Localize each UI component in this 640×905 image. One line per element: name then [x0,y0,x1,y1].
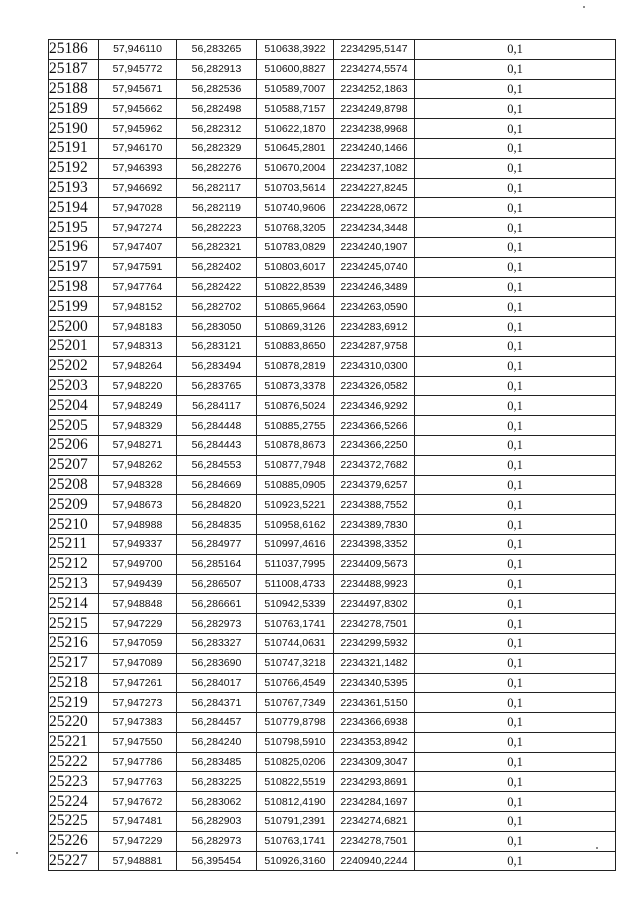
accuracy-cell: 0,1 [415,79,616,99]
y-coordinate-cell: 2234409,5673 [334,554,415,574]
longitude-cell: 56,284669 [177,475,257,495]
point-number-cell: 25209 [49,495,99,515]
latitude-cell: 57,947261 [99,673,177,693]
table-row [49,455,616,475]
table-row [49,138,616,158]
longitude-cell: 56,284371 [177,693,257,713]
y-coordinate-cell: 2234488,9923 [334,574,415,594]
table-row [49,713,616,733]
accuracy-cell: 0,1 [415,257,616,277]
table-row [49,396,616,416]
x-coordinate-cell: 510600,8827 [257,59,334,79]
table-row [49,594,616,614]
table-row [49,772,616,792]
x-coordinate-cell: 510763,1741 [257,831,334,851]
point-number-cell: 25202 [49,356,99,376]
y-coordinate-cell: 2234497,8302 [334,594,415,614]
latitude-cell: 57,947672 [99,792,177,812]
x-coordinate-cell: 510825,0206 [257,752,334,772]
latitude-cell: 57,948313 [99,336,177,356]
longitude-cell: 56,282223 [177,218,257,238]
latitude-cell: 57,947407 [99,237,177,257]
accuracy-cell: 0,1 [415,158,616,178]
longitude-cell: 56,282276 [177,158,257,178]
accuracy-cell: 0,1 [415,237,616,257]
y-coordinate-cell: 2234398,3352 [334,534,415,554]
longitude-cell: 56,282119 [177,198,257,218]
longitude-cell: 56,286507 [177,574,257,594]
y-coordinate-cell: 2234240,1907 [334,237,415,257]
x-coordinate-cell: 510923,5221 [257,495,334,515]
longitude-cell: 56,282321 [177,237,257,257]
y-coordinate-cell: 2234278,7501 [334,831,415,851]
y-coordinate-cell: 2234295,5147 [334,40,415,60]
latitude-cell: 57,947229 [99,614,177,634]
latitude-cell: 57,948271 [99,435,177,455]
table-row [49,851,616,871]
x-coordinate-cell: 510878,2819 [257,356,334,376]
x-coordinate-cell: 510589,7007 [257,79,334,99]
longitude-cell: 56,282913 [177,59,257,79]
latitude-cell: 57,946393 [99,158,177,178]
accuracy-cell: 0,1 [415,594,616,614]
latitude-cell: 57,948848 [99,594,177,614]
x-coordinate-cell: 510798,5910 [257,732,334,752]
table-row [49,237,616,257]
latitude-cell: 57,948329 [99,416,177,436]
point-number-cell: 25208 [49,475,99,495]
table-row [49,198,616,218]
y-coordinate-cell: 2234340,5395 [334,673,415,693]
latitude-cell: 57,948262 [99,455,177,475]
longitude-cell: 56,284835 [177,515,257,535]
y-coordinate-cell: 2234245,0740 [334,257,415,277]
y-coordinate-cell: 2234287,9758 [334,336,415,356]
point-number-cell: 25194 [49,198,99,218]
table-row [49,336,616,356]
table-row [49,317,616,337]
x-coordinate-cell: 510783,0829 [257,237,334,257]
point-number-cell: 25197 [49,257,99,277]
table-row [49,178,616,198]
longitude-cell: 56,283765 [177,376,257,396]
latitude-cell: 57,946170 [99,138,177,158]
longitude-cell: 56,284117 [177,396,257,416]
x-coordinate-cell: 510747,3218 [257,653,334,673]
latitude-cell: 57,949700 [99,554,177,574]
latitude-cell: 57,947481 [99,812,177,832]
x-coordinate-cell: 511008,4733 [257,574,334,594]
accuracy-cell: 0,1 [415,455,616,475]
longitude-cell: 56,282329 [177,138,257,158]
table-row [49,376,616,396]
latitude-cell: 57,947764 [99,277,177,297]
latitude-cell: 57,948152 [99,297,177,317]
x-coordinate-cell: 510822,8539 [257,277,334,297]
y-coordinate-cell: 2234389,7830 [334,515,415,535]
accuracy-cell: 0,1 [415,198,616,218]
latitude-cell: 57,948264 [99,356,177,376]
point-number-cell: 25200 [49,317,99,337]
accuracy-cell: 0,1 [415,772,616,792]
latitude-cell: 57,948220 [99,376,177,396]
longitude-cell: 56,282498 [177,99,257,119]
y-coordinate-cell: 2234240,1466 [334,138,415,158]
accuracy-cell: 0,1 [415,673,616,693]
longitude-cell: 56,282536 [177,79,257,99]
table-row [49,515,616,535]
longitude-cell: 56,283225 [177,772,257,792]
table-row [49,812,616,832]
table-row [49,574,616,594]
y-coordinate-cell: 2234234,3448 [334,218,415,238]
x-coordinate-cell: 510670,2004 [257,158,334,178]
latitude-cell: 57,948988 [99,515,177,535]
longitude-cell: 56,283121 [177,336,257,356]
accuracy-cell: 0,1 [415,376,616,396]
accuracy-cell: 0,1 [415,475,616,495]
y-coordinate-cell: 2234346,9292 [334,396,415,416]
x-coordinate-cell: 510645,2801 [257,138,334,158]
y-coordinate-cell: 2234246,3489 [334,277,415,297]
y-coordinate-cell: 2234227,8245 [334,178,415,198]
accuracy-cell: 0,1 [415,435,616,455]
y-coordinate-cell: 2234252,1863 [334,79,415,99]
longitude-cell: 56,283485 [177,752,257,772]
x-coordinate-cell: 510958,6162 [257,515,334,535]
latitude-cell: 57,949439 [99,574,177,594]
y-coordinate-cell: 2234283,6912 [334,317,415,337]
point-number-cell: 25198 [49,277,99,297]
accuracy-cell: 0,1 [415,218,616,238]
point-number-cell: 25211 [49,534,99,554]
point-number-cell: 25217 [49,653,99,673]
accuracy-cell: 0,1 [415,515,616,535]
accuracy-cell: 0,1 [415,495,616,515]
y-coordinate-cell: 2234321,1482 [334,653,415,673]
point-number-cell: 25210 [49,515,99,535]
longitude-cell: 56,284820 [177,495,257,515]
point-number-cell: 25207 [49,455,99,475]
point-number-cell: 25225 [49,812,99,832]
point-number-cell: 25206 [49,435,99,455]
y-coordinate-cell: 2234361,5150 [334,693,415,713]
longitude-cell: 56,283494 [177,356,257,376]
table-row [49,495,616,515]
latitude-cell: 57,948673 [99,495,177,515]
point-number-cell: 25192 [49,158,99,178]
table-row [49,831,616,851]
x-coordinate-cell: 510588,7157 [257,99,334,119]
longitude-cell: 56,283690 [177,653,257,673]
table-row [49,356,616,376]
accuracy-cell: 0,1 [415,138,616,158]
x-coordinate-cell: 510926,3160 [257,851,334,871]
point-number-cell: 25220 [49,713,99,733]
latitude-cell: 57,945772 [99,59,177,79]
longitude-cell: 56,284240 [177,732,257,752]
table-row [49,475,616,495]
y-coordinate-cell: 2240940,2244 [334,851,415,871]
point-number-cell: 25191 [49,138,99,158]
longitude-cell: 56,283062 [177,792,257,812]
x-coordinate-cell: 510740,9606 [257,198,334,218]
accuracy-cell: 0,1 [415,732,616,752]
x-coordinate-cell: 510865,9664 [257,297,334,317]
accuracy-cell: 0,1 [415,178,616,198]
table-row [49,673,616,693]
latitude-cell: 57,947763 [99,772,177,792]
longitude-cell: 56,284443 [177,435,257,455]
latitude-cell: 57,947089 [99,653,177,673]
longitude-cell: 56,282903 [177,812,257,832]
y-coordinate-cell: 2234326,0582 [334,376,415,396]
x-coordinate-cell: 510883,8650 [257,336,334,356]
longitude-cell: 56,282117 [177,178,257,198]
latitude-cell: 57,947059 [99,633,177,653]
point-number-cell: 25186 [49,40,99,60]
latitude-cell: 57,946692 [99,178,177,198]
accuracy-cell: 0,1 [415,416,616,436]
point-number-cell: 25222 [49,752,99,772]
point-number-cell: 25187 [49,59,99,79]
table-row [49,693,616,713]
longitude-cell: 56,282402 [177,257,257,277]
latitude-cell: 57,945662 [99,99,177,119]
x-coordinate-cell: 510779,8798 [257,713,334,733]
latitude-cell: 57,947591 [99,257,177,277]
table-row [49,218,616,238]
point-number-cell: 25190 [49,119,99,139]
x-coordinate-cell: 510885,2755 [257,416,334,436]
y-coordinate-cell: 2234274,6821 [334,812,415,832]
point-number-cell: 25224 [49,792,99,812]
point-number-cell: 25215 [49,614,99,634]
table-row [49,158,616,178]
x-coordinate-cell: 510638,3922 [257,40,334,60]
latitude-cell: 57,947028 [99,198,177,218]
accuracy-cell: 0,1 [415,851,616,871]
y-coordinate-cell: 2234379,6257 [334,475,415,495]
accuracy-cell: 0,1 [415,336,616,356]
latitude-cell: 57,947550 [99,732,177,752]
point-number-cell: 25199 [49,297,99,317]
latitude-cell: 57,949337 [99,534,177,554]
x-coordinate-cell: 510869,3126 [257,317,334,337]
longitude-cell: 56,286661 [177,594,257,614]
x-coordinate-cell: 510703,5614 [257,178,334,198]
x-coordinate-cell: 510768,3205 [257,218,334,238]
x-coordinate-cell: 510791,2391 [257,812,334,832]
accuracy-cell: 0,1 [415,614,616,634]
table-row [49,40,616,60]
accuracy-cell: 0,1 [415,792,616,812]
point-number-cell: 25196 [49,237,99,257]
y-coordinate-cell: 2234278,7501 [334,614,415,634]
table-row [49,732,616,752]
y-coordinate-cell: 2234366,6938 [334,713,415,733]
accuracy-cell: 0,1 [415,693,616,713]
table-row [49,59,616,79]
x-coordinate-cell: 510766,4549 [257,673,334,693]
point-number-cell: 25213 [49,574,99,594]
coordinates-table-body [49,40,616,871]
table-row [49,534,616,554]
accuracy-cell: 0,1 [415,653,616,673]
point-number-cell: 25214 [49,594,99,614]
x-coordinate-cell: 510878,8673 [257,435,334,455]
longitude-cell: 56,395454 [177,851,257,871]
longitude-cell: 56,284448 [177,416,257,436]
accuracy-cell: 0,1 [415,752,616,772]
table-row [49,99,616,119]
longitude-cell: 56,282973 [177,614,257,634]
longitude-cell: 56,284457 [177,713,257,733]
accuracy-cell: 0,1 [415,396,616,416]
accuracy-cell: 0,1 [415,356,616,376]
x-coordinate-cell: 510622,1870 [257,119,334,139]
accuracy-cell: 0,1 [415,574,616,594]
point-number-cell: 25204 [49,396,99,416]
y-coordinate-cell: 2234309,3047 [334,752,415,772]
accuracy-cell: 0,1 [415,99,616,119]
longitude-cell: 56,283265 [177,40,257,60]
longitude-cell: 56,284017 [177,673,257,693]
y-coordinate-cell: 2234249,8798 [334,99,415,119]
y-coordinate-cell: 2234293,8691 [334,772,415,792]
table-row [49,416,616,436]
point-number-cell: 25223 [49,772,99,792]
x-coordinate-cell: 510942,5339 [257,594,334,614]
table-row [49,79,616,99]
table-row [49,257,616,277]
latitude-cell: 57,948328 [99,475,177,495]
table-row [49,633,616,653]
accuracy-cell: 0,1 [415,297,616,317]
x-coordinate-cell: 510876,5024 [257,396,334,416]
y-coordinate-cell: 2234228,0672 [334,198,415,218]
longitude-cell: 56,282312 [177,119,257,139]
y-coordinate-cell: 2234372,7682 [334,455,415,475]
y-coordinate-cell: 2234353,8942 [334,732,415,752]
x-coordinate-cell: 510812,4190 [257,792,334,812]
latitude-cell: 57,947274 [99,218,177,238]
longitude-cell: 56,284977 [177,534,257,554]
latitude-cell: 57,947273 [99,693,177,713]
x-coordinate-cell: 510885,0905 [257,475,334,495]
longitude-cell: 56,284553 [177,455,257,475]
accuracy-cell: 0,1 [415,831,616,851]
y-coordinate-cell: 2234366,2250 [334,435,415,455]
longitude-cell: 56,283050 [177,317,257,337]
point-number-cell: 25226 [49,831,99,851]
point-number-cell: 25227 [49,851,99,871]
table-row [49,792,616,812]
point-number-cell: 25219 [49,693,99,713]
accuracy-cell: 0,1 [415,317,616,337]
point-number-cell: 25205 [49,416,99,436]
x-coordinate-cell: 511037,7995 [257,554,334,574]
point-number-cell: 25195 [49,218,99,238]
x-coordinate-cell: 510822,5519 [257,772,334,792]
accuracy-cell: 0,1 [415,40,616,60]
longitude-cell: 56,282702 [177,297,257,317]
table-row [49,752,616,772]
x-coordinate-cell: 510873,3378 [257,376,334,396]
longitude-cell: 56,282422 [177,277,257,297]
x-coordinate-cell: 510877,7948 [257,455,334,475]
latitude-cell: 57,948183 [99,317,177,337]
point-number-cell: 25216 [49,633,99,653]
latitude-cell: 57,948881 [99,851,177,871]
latitude-cell: 57,947383 [99,713,177,733]
accuracy-cell: 0,1 [415,534,616,554]
table-row [49,554,616,574]
accuracy-cell: 0,1 [415,119,616,139]
latitude-cell: 57,945962 [99,119,177,139]
accuracy-cell: 0,1 [415,554,616,574]
table-row [49,277,616,297]
accuracy-cell: 0,1 [415,633,616,653]
point-number-cell: 25212 [49,554,99,574]
latitude-cell: 57,945671 [99,79,177,99]
y-coordinate-cell: 2234263,0590 [334,297,415,317]
accuracy-cell: 0,1 [415,277,616,297]
table-row [49,614,616,634]
x-coordinate-cell: 510744,0631 [257,633,334,653]
y-coordinate-cell: 2234237,1082 [334,158,415,178]
point-number-cell: 25218 [49,673,99,693]
point-number-cell: 25203 [49,376,99,396]
y-coordinate-cell: 2234238,9968 [334,119,415,139]
x-coordinate-cell: 510803,6017 [257,257,334,277]
y-coordinate-cell: 2234284,1697 [334,792,415,812]
table-row [49,297,616,317]
accuracy-cell: 0,1 [415,713,616,733]
x-coordinate-cell: 510767,7349 [257,693,334,713]
point-number-cell: 25188 [49,79,99,99]
y-coordinate-cell: 2234274,5574 [334,59,415,79]
accuracy-cell: 0,1 [415,812,616,832]
scan-speck-left [16,852,18,854]
y-coordinate-cell: 2234299,5932 [334,633,415,653]
latitude-cell: 57,947786 [99,752,177,772]
longitude-cell: 56,283327 [177,633,257,653]
table-row [49,119,616,139]
table-row [49,435,616,455]
latitude-cell: 57,948249 [99,396,177,416]
scan-speck-top-right [583,6,585,8]
longitude-cell: 56,282973 [177,831,257,851]
y-coordinate-cell: 2234310,0300 [334,356,415,376]
point-number-cell: 25193 [49,178,99,198]
latitude-cell: 57,946110 [99,40,177,60]
point-number-cell: 25189 [49,99,99,119]
accuracy-cell: 0,1 [415,59,616,79]
table-row [49,653,616,673]
coordinates-table [48,39,616,871]
longitude-cell: 56,285164 [177,554,257,574]
x-coordinate-cell: 510997,4616 [257,534,334,554]
point-number-cell: 25221 [49,732,99,752]
y-coordinate-cell: 2234388,7552 [334,495,415,515]
y-coordinate-cell: 2234366,5266 [334,416,415,436]
latitude-cell: 57,947229 [99,831,177,851]
point-number-cell: 25201 [49,336,99,356]
x-coordinate-cell: 510763,1741 [257,614,334,634]
